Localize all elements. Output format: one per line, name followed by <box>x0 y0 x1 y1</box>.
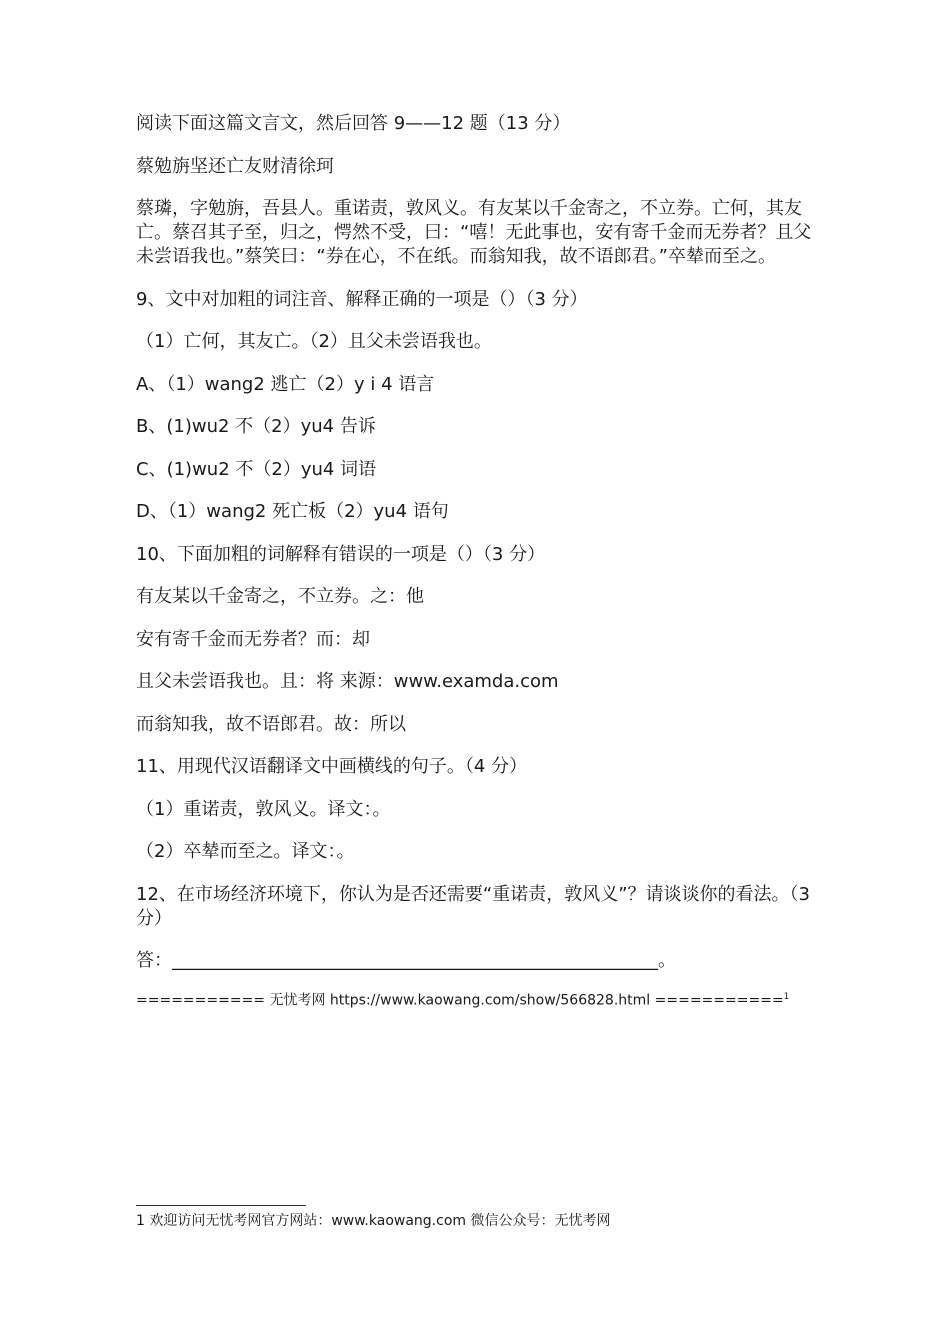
question-10-stem: 10、下面加粗的词解释有错误的一项是（）（3 分） <box>136 543 546 565</box>
question-9-stem: 9、文中对加粗的词注音、解释正确的一项是（）（3 分） <box>136 288 588 310</box>
question-10-option-2: 安有寄千金而无券者？而：却 <box>136 628 370 650</box>
question-9-option-d: D、（1）wang2 死亡板（2）yu4 语句 <box>136 501 449 522</box>
question-10-option-1: 有友某以千金寄之，不立券。之：他 <box>136 586 424 607</box>
question-12-answer-line: 答：______________________________________________________。 <box>136 950 676 971</box>
question-11-stem: 11、用现代汉语翻译文中画横线的句子。（4 分） <box>136 756 528 777</box>
passage-title: 蔡勉旃坚还亡友财清徐珂 <box>136 155 334 177</box>
question-10-option-3: 且父未尝语我也。且：将 来源：www.examda.com <box>136 671 559 692</box>
footnote-divider <box>136 1205 306 1206</box>
question-9-option-c: C、(1)wu2 不（2）yu4 词语 <box>136 458 377 480</box>
classical-passage: 蔡璘，字勉旃，吾县人。重诺责，敦风义。有友某以千金寄之，不立券。亡何，其友亡。蔡召其子至，归之，愕然不受，曰：“嘻！无此事也，安有寄千金而无券者？且父未尝语我也。”蔡笑曰：“券在心，不在纸。而翁知我，故不语郎君。”卒辇而至之。 <box>136 198 812 267</box>
question-9-option-b: B、(1)wu2 不（2）yu4 告诉 <box>136 416 376 437</box>
question-9-sentences: （1）亡何，其友亡。（2）且父未尝语我也。 <box>136 331 492 352</box>
question-10-option-4: 而翁知我，故不语郎君。故：所以 <box>136 713 406 735</box>
source-line-text: =========== 无忧考网 https://www.kaowang.com/show/566828.html =========== <box>136 992 784 1009</box>
footnote-text: 1 欢迎访问无忧考网官方网站：www.kaowang.com 微信公众号：无忧考网 <box>136 1213 611 1229</box>
source-line <box>136 988 826 1010</box>
question-9-option-a: A、（1）wang2 逃亡（2）y i 4 语言 <box>136 373 435 395</box>
reading-instruction: 阅读下面这篇文言文，然后回答 9——12 题（13 分） <box>136 113 571 134</box>
question-11-item-1: （1）重诺责，敦风义。译文：。 <box>136 798 391 820</box>
question-11-item-2: （2）卒辇而至之。译文：。 <box>136 841 355 862</box>
footnote-marker: 1 <box>783 992 790 1002</box>
document-body <box>136 112 826 1010</box>
question-12-stem: 12、在市场经济环境下，你认为是否还需要“重诺责，敦风义”？请谈谈你的看法。（3 分） <box>136 883 816 929</box>
